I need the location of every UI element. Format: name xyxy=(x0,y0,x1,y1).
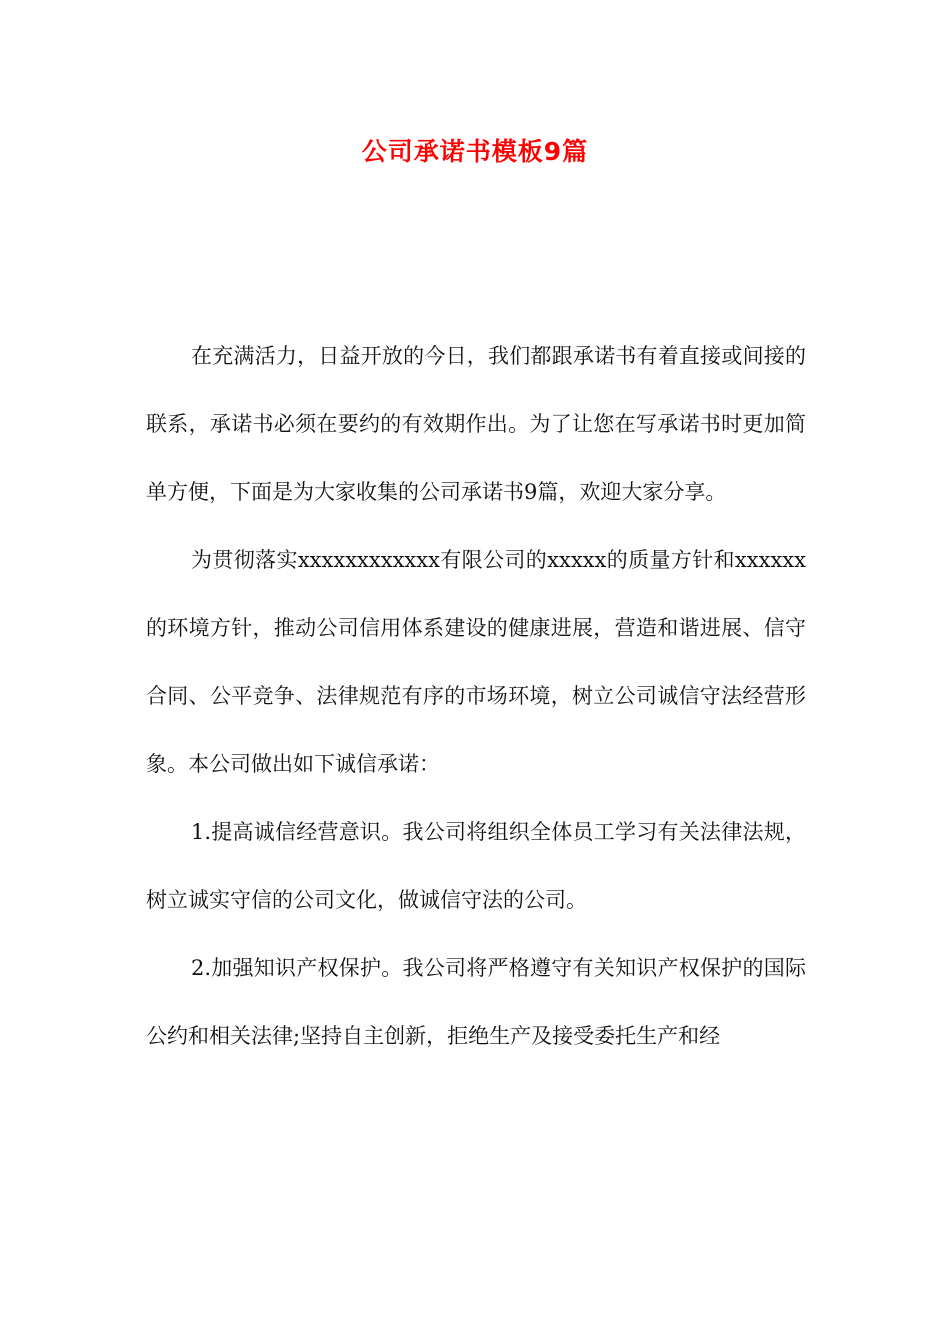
paragraph-commitment-preamble: 为贯彻落实xxxxxxxxxxxx有限公司的xxxxx的质量方针和xxxxxx的环境方针，推动公司信用体系建设的健康进展，营造和谐进展、信守合同、公平竞争、法律规范有序的市场环境，树立公司诚信守法经营形象。本公司做出如下诚信承诺： xyxy=(146,548,806,776)
document-body xyxy=(146,322,806,1070)
paragraph-item-1: 1.提高诚信经营意识。我公司将组织全体员工学习有关法律法规，树立诚实守信的公司文化，做诚信守法的公司。 xyxy=(146,820,806,912)
document-title: 公司承诺书模板9篇 xyxy=(361,137,589,166)
paragraph-intro: 在充满活力，日益开放的今日，我们都跟承诺书有着直接或间接的联系，承诺书必须在要约的有效期作出。为了让您在写承诺书时更加简单方便，下面是为大家收集的公司承诺书9篇，欢迎大家分享。 xyxy=(146,344,806,504)
paragraph-item-2: 2.加强知识产权保护。我公司将严格遵守有关知识产权保护的国际公约和相关法律;坚持自主创新，拒绝生产及接受委托生产和经 xyxy=(146,956,806,1048)
